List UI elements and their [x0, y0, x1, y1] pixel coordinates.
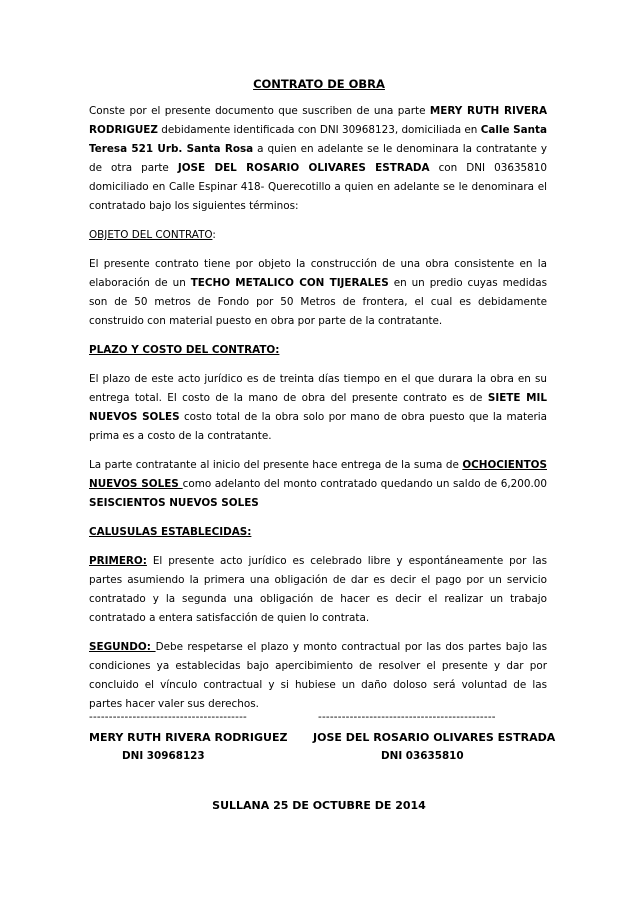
objeto-heading-text: OBJETO DEL CONTRATO — [89, 229, 213, 241]
primero-label: PRIMERO: — [89, 555, 147, 567]
objeto-paragraph — [89, 255, 547, 331]
plazo-p1-text-1: El plazo de este acto jurídico es de treinta días tiempo en el que durara la obra en su entrega total. El costo de la mano de obra del presente contrato es de — [89, 373, 547, 404]
signer-2-dni: DNI 03635810 — [381, 750, 464, 762]
plazo-paragraph-1 — [89, 370, 547, 446]
primero-text: El presente acto jurídico es celebrado libre y espontáneamente por las partes asumiendo la primera una obligación de dar es decir el pago por un servicio contratado y la segunda una obligación de hacer es decir el realizar un trabajo contratado a entera satisfacción de quien lo contrata. — [89, 555, 547, 624]
objeto-text-2: en un predio cuyas medidas son de 50 metros de Fondo por 50 Metros de frontera, el cual es debidamente construido con material puesto en obra por parte de la contratante. — [89, 277, 547, 327]
signature-line-2: --------------------------------------------- — [318, 711, 496, 723]
objeto-text-1: El presente contrato tiene por objeto la construcción de una obra consistente en la elaboración de un — [89, 258, 547, 289]
signer-1-name: MERY RUTH RIVERA RODRIGUEZ — [89, 731, 288, 744]
clausulas-heading — [89, 523, 547, 542]
clausula-primero — [89, 552, 547, 628]
plazo-p2-balance: SEISCIENTOS NUEVOS SOLES — [89, 497, 259, 509]
intro-text-3: a quien en adelante se le denominara la contratante y de otra parte — [89, 143, 548, 174]
party1-address: Calle Santa Teresa 521 Urb. Santa Rosa — [89, 124, 547, 155]
plazo-p1-text-2: costo total de la obra solo por mano de obra puesto que la materia prima es a costo de la contratante. — [89, 411, 547, 442]
intro-text-4: con DNI 03635810 domiciliado en Calle Espinar 418- Querecotillo a quien en adelante se le denominara el contratado bajo los siguientes términos: — [89, 162, 548, 212]
place-date: SULLANA 25 DE OCTUBRE DE 2014 — [212, 799, 426, 812]
signer-2-name: JOSE DEL ROSARIO OLIVARES ESTRADA — [313, 731, 556, 744]
party2-name: JOSE DEL ROSARIO OLIVARES ESTRADA — [177, 162, 430, 174]
plazo-heading-text: PLAZO Y COSTO DEL CONTRATO: — [89, 344, 280, 356]
intro-text-2: debidamente identificada con DNI 30968123, domiciliada en — [157, 124, 481, 136]
segundo-label: SEGUNDO: — [89, 641, 156, 653]
objeto-heading-colon: : — [212, 229, 216, 241]
clausula-segundo — [89, 638, 547, 714]
intro-paragraph — [89, 102, 547, 216]
document-body — [89, 102, 547, 714]
plazo-heading — [89, 341, 547, 360]
plazo-p2-text-1: La parte contratante al inicio del presente hace entrega de la suma de — [89, 459, 463, 471]
plazo-p2-advance: OCHOCIENTOS NUEVOS SOLES — [89, 459, 547, 490]
intro-text-1: Conste por el presente documento que suscriben de una parte — [89, 105, 430, 117]
party1-name: MERY RUTH RIVERA RODRIGUEZ — [89, 105, 547, 136]
plazo-p2-text-2: como adelanto del monto contratado quedando un saldo de 6,200.00 — [182, 478, 547, 490]
objeto-heading — [89, 226, 547, 245]
objeto-bold-techo: TECHO METALICO CON TIJERALES — [190, 277, 389, 289]
signature-line-1: ---------------------------------------- — [89, 711, 247, 723]
signer-1-dni: DNI 30968123 — [122, 750, 205, 762]
segundo-text: Debe respetarse el plazo y monto contractual por las dos partes bajo las condiciones ya establecidas bajo apercibimiento de resolver el presente y dar por concluido el vínculo contractual y si hubiese un daño doloso será voluntad de las partes hacer valer sus derechos. — [89, 641, 547, 710]
plazo-p1-amount: SIETE MIL NUEVOS SOLES — [89, 392, 547, 423]
clausulas-heading-text: CALUSULAS ESTABLECIDAS: — [89, 526, 252, 538]
plazo-paragraph-2 — [89, 456, 547, 513]
document-title: CONTRATO DE OBRA — [253, 77, 385, 91]
